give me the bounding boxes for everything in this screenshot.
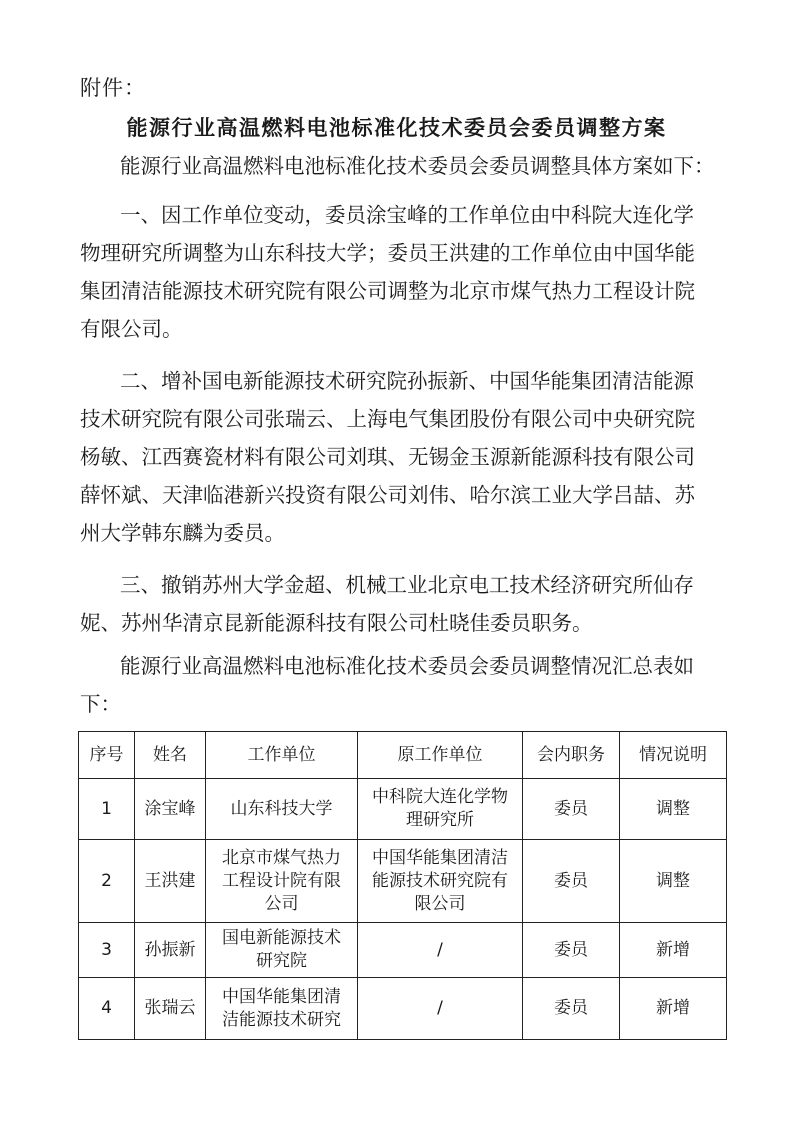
- cell-role: 委员: [523, 779, 620, 840]
- cell-line: 山东科技大学: [230, 798, 333, 819]
- cell-line: 中国华能集团清: [222, 986, 341, 1007]
- cell-note: 调整: [620, 779, 727, 840]
- paragraph-line: 能源行业高温燃料电池标准化技术委员会委员调整情况汇总表如: [120, 654, 694, 678]
- cell-role: 委员: [523, 840, 620, 923]
- paragraph-line: 下：: [80, 692, 121, 716]
- cell-unit: [206, 923, 358, 978]
- cell-line: 北京市煤气热力: [222, 847, 341, 868]
- paragraph-item-3: [80, 566, 732, 642]
- cell-note: 调整: [620, 840, 727, 923]
- cell-original-unit: /: [358, 978, 523, 1040]
- table-row: [79, 923, 727, 978]
- table-row: [79, 840, 727, 923]
- cell-name: 张瑞云: [135, 978, 206, 1040]
- cell-line: 工程设计院有限: [222, 870, 341, 891]
- cell-line: 中国华能集团清洁: [372, 847, 508, 868]
- paragraph-line: 能源行业高温燃料电池标准化技术委员会委员调整具体方案如下：: [120, 154, 715, 178]
- cell-name: 涂宝峰: [135, 779, 206, 840]
- cell-no: 3: [79, 923, 135, 978]
- cell-original-unit: /: [358, 923, 523, 978]
- cell-unit: [206, 779, 358, 840]
- member-adjustment-table: [78, 731, 727, 1040]
- cell-line: 公司: [264, 893, 299, 914]
- header-unit: 工作单位: [206, 732, 358, 779]
- cell-name: 王洪建: [135, 840, 206, 923]
- paragraph-line: 技术研究院有限公司张瑞云、上海电气集团股份有限公司中央研究院: [80, 407, 695, 431]
- cell-line: 限公司: [414, 893, 466, 914]
- cell-note: 新增: [620, 978, 727, 1040]
- paragraph-line: 妮、苏州华清京昆新能源科技有限公司杜晓佳委员职务。: [80, 611, 593, 635]
- paragraph-summary-intro: [80, 647, 732, 723]
- cell-original-unit: [358, 779, 523, 840]
- cell-original-unit: [358, 840, 523, 923]
- cell-note: 新增: [620, 923, 727, 978]
- table-row: [79, 779, 727, 840]
- table-row: [79, 978, 727, 1040]
- header-no: 序号: [79, 732, 135, 779]
- table-header-row: [79, 732, 727, 779]
- cell-line: 中科院大连化学物: [372, 787, 508, 807]
- paragraph-line: 州大学韩东麟为委员。: [80, 521, 285, 545]
- paragraph-line: 三、撤销苏州大学金超、机械工业北京电工技术经济研究所仙存: [120, 573, 694, 597]
- cell-role: 委员: [523, 978, 620, 1040]
- document-title: 能源行业高温燃料电池标准化技术委员会委员调整方案: [126, 116, 667, 140]
- cell-unit: [206, 978, 358, 1040]
- attachment-label: 附件：: [80, 76, 146, 100]
- header-role: 会内职务: [523, 732, 620, 779]
- cell-no: 2: [79, 840, 135, 923]
- cell-unit: [206, 840, 358, 923]
- cell-line: 国电新能源技术: [222, 928, 341, 948]
- paragraph-line: 杨敏、江西赛瓷材料有限公司刘琪、无锡金玉源新能源科技有限公司: [80, 445, 695, 469]
- header-name: 姓名: [135, 732, 206, 779]
- paragraph-item-1: [80, 196, 732, 348]
- cell-line: 研究院: [256, 951, 307, 971]
- paragraph-line: 物理研究所调整为山东科技大学；委员王洪建的工作单位由中国华能: [80, 241, 695, 265]
- paragraph-line: 集团清洁能源技术研究院有限公司调整为北京市煤气热力工程设计院: [80, 279, 695, 303]
- cell-line: 理研究所: [406, 810, 474, 830]
- paragraph-item-2: [80, 362, 732, 552]
- header-original-unit: 原工作单位: [358, 732, 523, 779]
- header-note: 情况说明: [620, 732, 727, 779]
- paragraph-line: 有限公司。: [80, 317, 183, 341]
- cell-no: 4: [79, 978, 135, 1040]
- paragraph-line: 一、因工作单位变动，委员涂宝峰的工作单位由中科院大连化学: [120, 203, 694, 227]
- cell-name: 孙振新: [135, 923, 206, 978]
- paragraph-intro: [80, 147, 732, 185]
- cell-line: 能源技术研究院有: [372, 870, 508, 891]
- paragraph-line: 二、增补国电新能源技术研究院孙振新、中国华能集团清洁能源: [120, 369, 694, 393]
- cell-no: 1: [79, 779, 135, 840]
- paragraph-line: 薛怀斌、天津临港新兴投资有限公司刘伟、哈尔滨工业大学吕喆、苏: [80, 483, 695, 507]
- cell-role: 委员: [523, 923, 620, 978]
- cell-line: 洁能源技术研究: [222, 1009, 341, 1030]
